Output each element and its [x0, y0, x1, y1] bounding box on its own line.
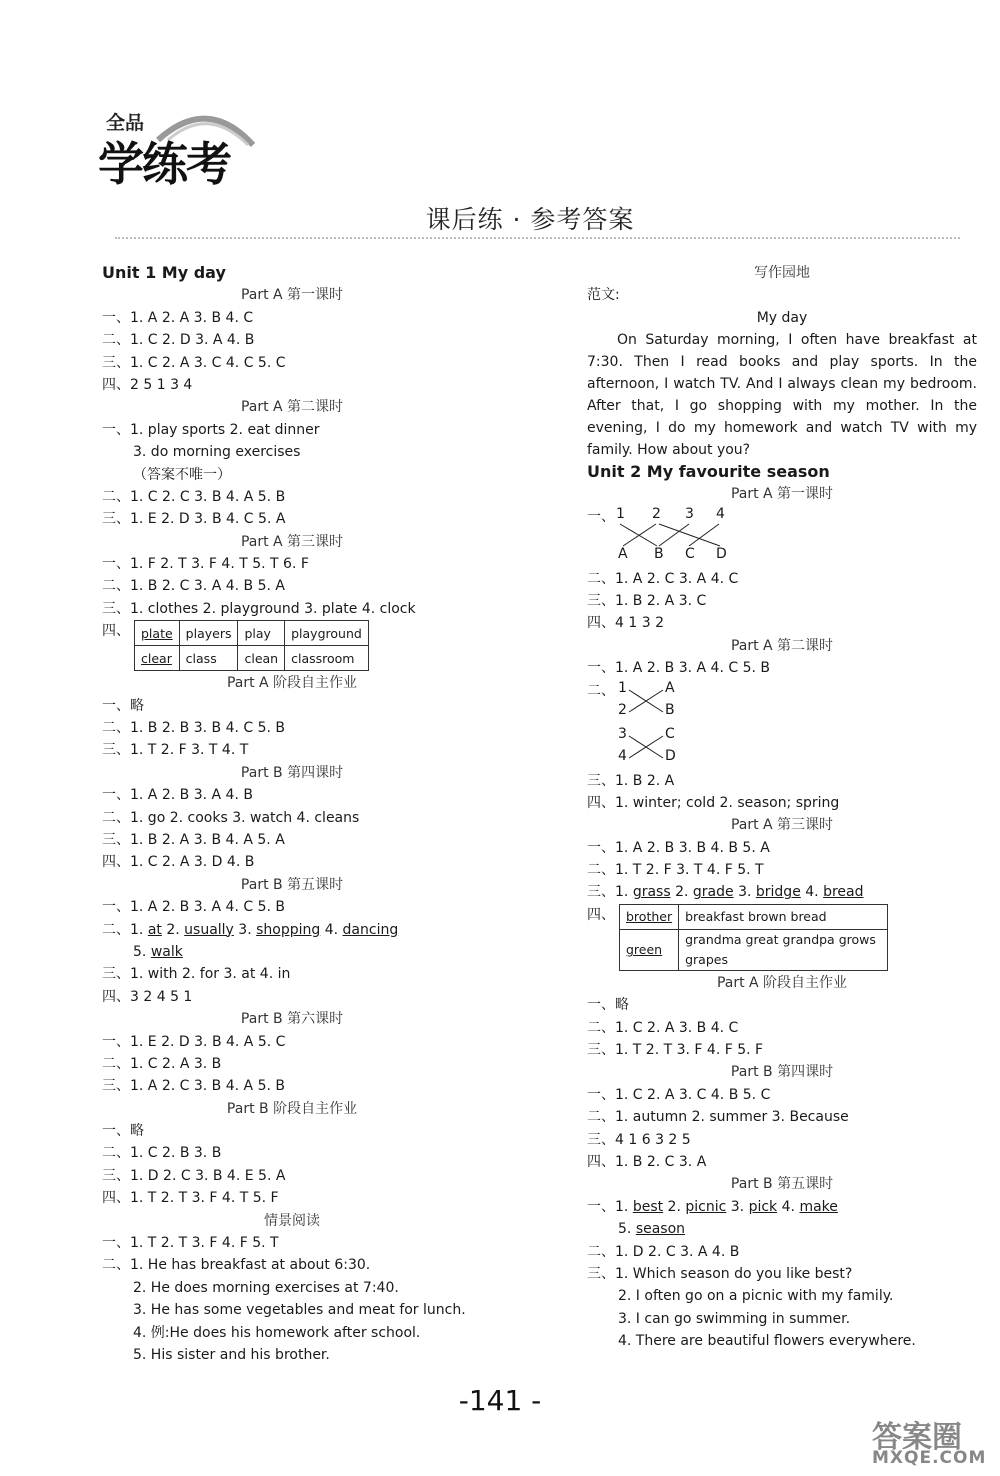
answer-line: 2. I often go on a picnic with my family.: [618, 1288, 894, 1305]
answer-line: 三、1. Which season do you like best?: [587, 1265, 853, 1282]
answer-line: 二、1. C 2. A 3. B 4. C: [587, 1019, 739, 1036]
section-heading: Part B 第五课时: [240, 876, 344, 893]
answer-line: 二、1. at 2. usually 3. shopping 4. dancing: [102, 921, 399, 938]
answer-line: 二、1. go 2. cooks 3. watch 4. cleans: [102, 809, 360, 826]
sample-label: 范文:: [587, 287, 620, 304]
answer-line: 一、略: [102, 1123, 144, 1140]
right-column: [587, 262, 977, 1353]
answer-line: 二、1. He has breakfast at about 6:30.: [102, 1257, 371, 1274]
section-heading: Part B 第四课时: [730, 1064, 834, 1081]
table-cell: classroom: [285, 646, 369, 671]
answer-line: 四、1. B 2. C 3. A: [587, 1153, 707, 1170]
table-cell: playground: [285, 621, 369, 646]
answer-line: 三、1. C 2. A 3. C 4. C 5. C: [102, 354, 286, 371]
answer-line: 二、1. B 2. C 3. A 4. B 5. A: [102, 578, 285, 595]
answer-line: 三、1. with 2. for 3. at 4. in: [102, 966, 291, 983]
section-heading: Part A 第三课时: [730, 817, 834, 834]
watermark-url: MXQE.COM: [872, 1448, 987, 1468]
answer-line: 一、1. C 2. A 3. C 4. B 5. C: [587, 1086, 771, 1103]
answer-line: 3. He has some vegetables and meat for lunch.: [133, 1302, 466, 1319]
answer-line: 一、1. play sports 2. eat dinner: [102, 421, 320, 438]
answer-line: 一、1. best 2. picnic 3. pick 4. make: [587, 1198, 838, 1215]
table-cell: clean: [238, 646, 285, 671]
table-cell: plate: [135, 621, 180, 646]
section-heading: Part B 第六课时: [240, 1011, 344, 1028]
table-cell: players: [179, 621, 238, 646]
answer-line: 4. 例:He does his homework after school.: [133, 1324, 421, 1341]
answer-line: 一、1. A 2. B 3. B 4. B 5. A: [587, 839, 770, 856]
watermark-logo: 答案圈: [872, 1420, 962, 1455]
answer-line: 一、1. T 2. T 3. F 4. F 5. T: [102, 1235, 279, 1252]
match-number: 3: [685, 505, 694, 522]
answer-line: 三、4 1 6 3 2 5: [587, 1131, 691, 1148]
question-label: 四、: [587, 906, 615, 923]
section-heading: 写作园地: [754, 265, 810, 281]
answer-line: 5. His sister and his brother.: [133, 1346, 330, 1363]
answer-line: 四、4 1 3 2: [587, 615, 664, 632]
answer-line: 三、1. T 2. F 3. T 4. T: [102, 742, 249, 759]
answer-line: 二、1. C 2. D 3. A 4. B: [102, 332, 255, 349]
section-heading: Part B 第五课时: [730, 1176, 834, 1193]
match-number: 1: [618, 679, 627, 696]
logo-big-text: 学练考: [98, 137, 230, 191]
table-cell: clear: [135, 646, 180, 671]
word-table-row: [102, 620, 482, 672]
match-number: 4: [618, 747, 627, 764]
answer-line: 3. I can go swimming in summer.: [618, 1310, 851, 1327]
section-heading: Part B 阶段自主作业: [226, 1100, 358, 1117]
answer-line: 三、1. clothes 2. playground 3. plate 4. clock: [102, 600, 416, 617]
section-heading: Part B 第四课时: [240, 764, 344, 781]
essay-text: On Saturday morning, I often have breakfast at 7:30. Then I read books and play sports. In the afternoon, I watch TV. And I always clean my bedroom. After that, I go shopping with my mother. In the evening, I do my homework and watch TV with my family. How about you?: [587, 331, 977, 458]
question-label: 四、: [102, 623, 130, 640]
table-cell: class: [179, 646, 238, 671]
table-cell: grandma great grandpa grows grapes: [679, 929, 888, 970]
answer-line: 一、1. A 2. B 3. A 4. C 5. B: [587, 660, 770, 677]
unit-title: Unit 2 My favourite season: [587, 461, 830, 481]
answer-line: 2. He does morning exercises at 7:40.: [133, 1279, 399, 1296]
answer-line: 一、1. A 2. B 3. A 4. C 5. B: [102, 899, 285, 916]
logo-small-text: 全品: [106, 112, 145, 134]
match-number: 1: [616, 505, 625, 522]
answer-line: 四、1. C 2. A 3. D 4. B: [102, 854, 255, 871]
word-table: [619, 904, 888, 971]
section-heading: Part A 第二课时: [240, 399, 344, 416]
match-letter: B: [665, 701, 675, 718]
answer-line: 5. walk: [133, 943, 183, 960]
word-table-row: [587, 904, 977, 972]
answer-line: 5. season: [618, 1221, 686, 1238]
answer-line: 四、1. winter; cold 2. season; spring: [587, 794, 840, 811]
table-cell: play: [238, 621, 285, 646]
match-number: 2: [652, 505, 661, 522]
publisher-logo: [98, 100, 248, 190]
answer-line: 一、1. E 2. D 3. B 4. A 5. C: [102, 1033, 286, 1050]
answer-line: 二、1. B 2. B 3. B 4. C 5. B: [102, 720, 286, 737]
answer-line: 二、1. A 2. C 3. A 4. C: [587, 570, 739, 587]
match-number: 2: [618, 701, 627, 718]
table-cell: green: [620, 929, 679, 970]
header-divider: [115, 237, 960, 239]
answer-line: 一、略: [587, 997, 629, 1014]
section-heading: Part A 阶段自主作业: [226, 675, 358, 692]
match-letter: B: [654, 545, 664, 562]
answer-line: 三、1. B 2. A 3. C: [587, 592, 707, 609]
essay-title: My day: [756, 309, 808, 326]
match-letter: C: [685, 545, 695, 562]
answer-line: 一、略: [102, 697, 144, 714]
answer-line: 四、2 5 1 3 4: [102, 376, 193, 393]
answer-note: （答案不唯一）: [133, 466, 231, 483]
section-heading: Part A 第一课时: [240, 287, 344, 304]
answer-line: 三、1. B 2. A 3. B 4. A 5. A: [102, 831, 285, 848]
match-letter: D: [665, 747, 676, 764]
answer-line: 二、1. D 2. C 3. A 4. B: [587, 1243, 740, 1260]
match-letter: D: [716, 545, 727, 562]
answer-line: 3. do morning exercises: [133, 444, 301, 461]
answer-line: 二、1. autumn 2. summer 3. Because: [587, 1109, 849, 1126]
section-heading: Part A 第二课时: [730, 637, 834, 654]
question-label: 一、: [587, 508, 615, 525]
answer-line: 一、1. F 2. T 3. F 4. T 5. T 6. F: [102, 556, 309, 573]
word-table: [134, 620, 369, 671]
answer-line: 三、1. A 2. C 3. B 4. A 5. B: [102, 1078, 285, 1095]
left-column: [102, 262, 482, 1366]
section-heading: Part A 阶段自主作业: [716, 974, 848, 991]
answer-line: 一、1. A 2. B 3. A 4. B: [102, 787, 253, 804]
match-number: 4: [716, 505, 725, 522]
answer-line: 二、1. C 2. C 3. B 4. A 5. B: [102, 488, 286, 505]
section-heading: Part A 第三课时: [240, 533, 344, 550]
answer-line: 二、1. C 2. B 3. B: [102, 1145, 222, 1162]
unit-title: Unit 1 My day: [102, 263, 226, 282]
answer-line: 三、1. B 2. A: [587, 772, 675, 789]
match-number: 3: [618, 725, 627, 742]
match-letter: A: [665, 679, 675, 696]
matching-diagram: [587, 506, 977, 568]
section-heading: Part A 第一课时: [730, 486, 834, 503]
answer-line: 四、3 2 4 5 1: [102, 988, 193, 1005]
answer-line: 一、1. A 2. A 3. B 4. C: [102, 309, 254, 326]
match-letter: C: [665, 725, 675, 742]
match-letter: A: [618, 545, 628, 562]
page-number: -141 -: [458, 1384, 542, 1417]
answer-line: 二、1. C 2. A 3. B: [102, 1055, 222, 1072]
match-lines-icon: [587, 506, 747, 568]
answer-line: 三、1. E 2. D 3. B 4. C 5. A: [102, 511, 286, 528]
answer-line: 三、1. grass 2. grade 3. bridge 4. bread: [587, 884, 864, 901]
answer-line: 四、1. T 2. T 3. F 4. T 5. F: [102, 1190, 279, 1207]
table-cell: breakfast brown bread: [679, 904, 888, 929]
answer-line: 4. There are beautiful flowers everywhere.: [618, 1333, 916, 1350]
section-heading: 情景阅读: [264, 1212, 320, 1229]
page-title: 课后练 · 参考答案: [425, 205, 635, 234]
answer-line: 三、1. D 2. C 3. B 4. E 5. A: [102, 1167, 286, 1184]
match-lines-icon: [587, 680, 687, 770]
question-label: 二、: [587, 682, 615, 699]
answer-line: 二、1. T 2. F 3. T 4. F 5. T: [587, 862, 764, 879]
table-cell: brother: [620, 904, 679, 929]
answer-line: 三、1. T 2. T 3. F 4. F 5. F: [587, 1042, 764, 1059]
matching-diagram: [587, 680, 977, 770]
